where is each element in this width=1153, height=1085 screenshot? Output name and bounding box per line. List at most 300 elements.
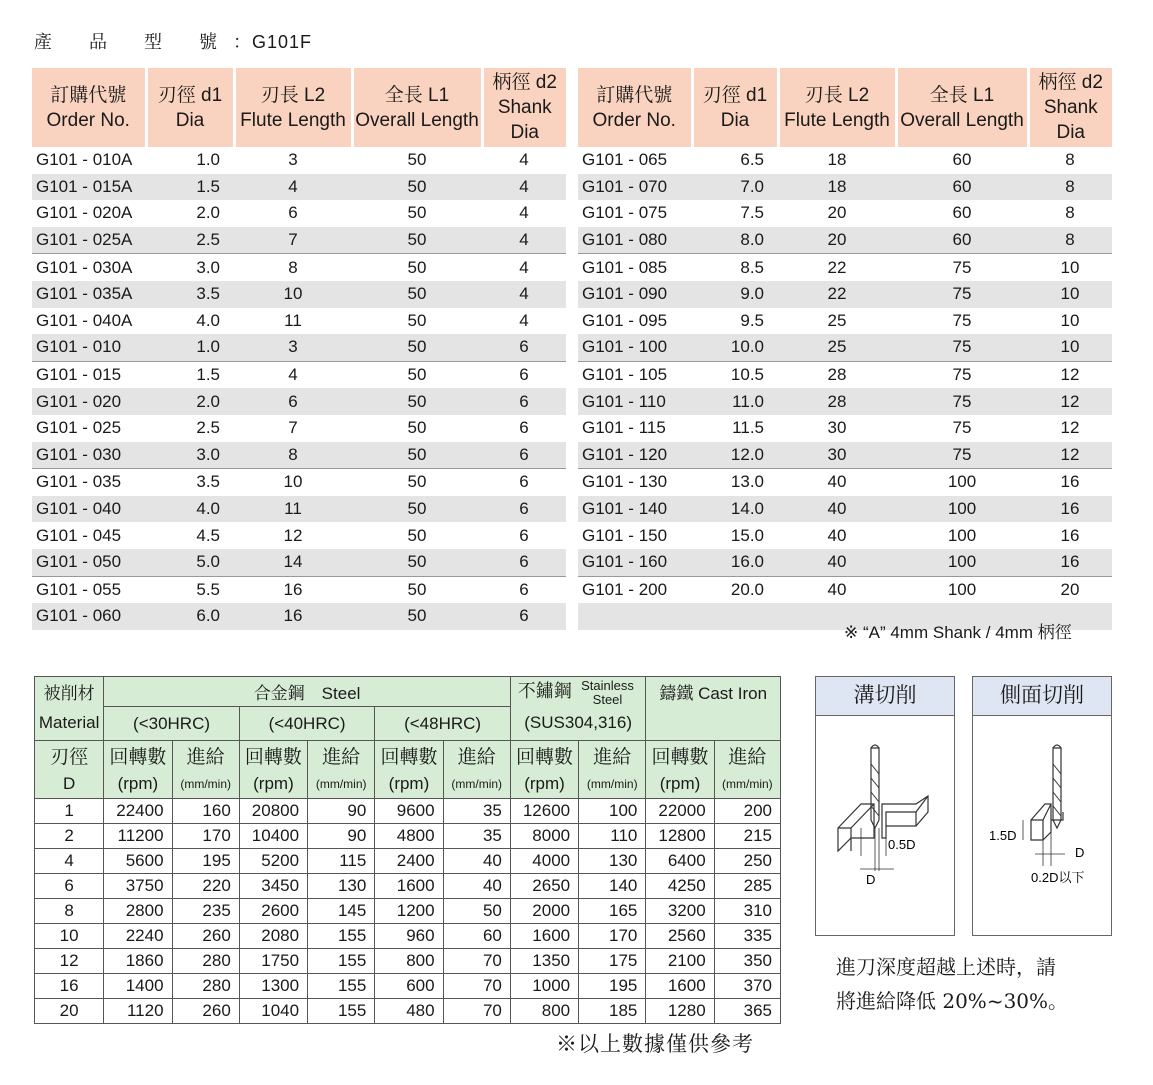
spec-cell: G101 - 030 <box>32 442 146 469</box>
shank-note: ※ “A” 4mm Shank / 4mm 柄徑 <box>844 623 1072 642</box>
cutting-cell: 2100 <box>646 949 714 974</box>
spec-cell: 6.0 <box>146 603 234 630</box>
spec-cell: 16 <box>1028 496 1112 523</box>
spec-cell: 100 <box>896 496 1028 523</box>
cutting-cell: 70 <box>443 999 510 1024</box>
spec-cell: 4 <box>519 150 529 170</box>
spec-cell: G101 - 015A <box>32 174 146 201</box>
cutting-cell: 4 <box>35 849 104 874</box>
feed-unit-header: (mm/min) <box>714 771 780 799</box>
side-cutting-diagram <box>972 676 1112 936</box>
spec-cell: 6 <box>482 361 566 388</box>
spec-cell: 10 <box>234 469 352 496</box>
spec-header-en: Dia <box>720 109 750 131</box>
spec-row <box>32 469 566 496</box>
steel-header: 合金鋼 Steel <box>104 677 511 707</box>
rpm-zh-header: 回轉數 <box>375 741 443 771</box>
cutting-cell: 1120 <box>104 999 172 1024</box>
spec-cell: G101 - 160 <box>578 549 692 576</box>
spec-cell: 6 <box>482 334 566 361</box>
cutting-cell: 260 <box>172 999 239 1024</box>
slot-depth-label: 0.5D <box>888 837 916 852</box>
cutting-cell: 2240 <box>104 924 172 949</box>
spec-cell: G101 - 055 <box>32 576 146 603</box>
spec-cell: 3.0 <box>146 442 234 469</box>
spec-cell: 2.5 <box>196 418 220 438</box>
spec-cell: 28 <box>778 388 896 415</box>
spec-cell: 4.0 <box>146 496 234 523</box>
feed-advice <box>836 950 1068 1018</box>
cutting-cell: 90 <box>308 799 375 824</box>
spec-cell: 1.0 <box>196 150 220 170</box>
cutting-cell: 600 <box>375 974 443 999</box>
spec-header-en: Overall Length <box>900 109 1024 131</box>
spec-header-3 <box>896 68 1028 147</box>
dia-zh: 刃徑 <box>35 741 104 771</box>
rpm-unit-header: (rpm) <box>646 771 714 799</box>
cutting-cell: 1200 <box>375 899 443 924</box>
cutting-cell: 100 <box>579 799 646 824</box>
spec-cell: 5.5 <box>146 576 234 603</box>
spec-cell: 50 <box>352 603 482 630</box>
spec-row <box>578 388 1112 415</box>
spec-cell: 1.5 <box>146 361 234 388</box>
spec-header-2 <box>778 68 896 147</box>
spec-row <box>32 415 566 442</box>
spec-header-row <box>32 68 566 147</box>
spec-cell: 12 <box>1028 388 1112 415</box>
spec-cell: 60 <box>952 150 972 170</box>
cutting-cell: 10400 <box>239 824 307 849</box>
spec-cell: 12 <box>1028 361 1112 388</box>
spec-cell <box>692 603 778 630</box>
spec-cell: 16.0 <box>692 549 778 576</box>
side-cutting-drawing <box>973 716 1111 935</box>
spec-cell: 25 <box>827 310 847 330</box>
spec-cell: 6 <box>288 203 298 223</box>
rpm-unit-header: (rpm) <box>375 771 443 799</box>
cutting-cell: 175 <box>579 949 646 974</box>
spec-header-4 <box>482 68 566 147</box>
cutting-cell: 155 <box>308 974 375 999</box>
spec-cell: 14.0 <box>692 496 778 523</box>
spec-cell: 16 <box>1028 549 1112 576</box>
spec-cell: 12 <box>1028 442 1112 469</box>
spec-row <box>578 361 1112 388</box>
spec-cell: G101 - 090 <box>578 281 692 308</box>
spec-table-left <box>32 68 566 630</box>
spec-row <box>32 174 566 201</box>
spec-header-zh: 刃長 L2 <box>804 84 870 106</box>
hrc-40: (<40HRC) <box>239 707 375 741</box>
spec-cell: 5.0 <box>146 549 234 576</box>
spec-cell: G101 - 120 <box>578 442 692 469</box>
feed-unit-header: (mm/min) <box>443 771 510 799</box>
spec-cell: 50 <box>352 334 482 361</box>
cutting-cell: 50 <box>443 899 510 924</box>
spec-cell: G101 - 095 <box>582 310 668 330</box>
spec-cell: 8.0 <box>692 227 778 254</box>
spec-cell: G101 - 140 <box>578 496 692 523</box>
spec-row <box>578 415 1112 442</box>
spec-cell: G101 - 040 <box>32 496 146 523</box>
cutting-cell: 9600 <box>375 799 443 824</box>
spec-cell: 6 <box>482 388 566 415</box>
cutting-cell: 2 <box>35 824 104 849</box>
spec-cell: 20 <box>827 203 847 223</box>
cutting-cell: 160 <box>172 799 239 824</box>
spec-cell: 9.5 <box>740 310 764 330</box>
spec-cell: 28 <box>778 361 896 388</box>
spec-cell: 4 <box>519 310 529 330</box>
spec-cell: 7 <box>234 227 352 254</box>
spec-row <box>32 308 566 335</box>
spec-cell: 7 <box>288 418 298 438</box>
spec-cell: 2.0 <box>146 388 234 415</box>
cutting-cell: 140 <box>579 874 646 899</box>
cutting-cell: 1600 <box>510 924 578 949</box>
spec-cell: G101 - 065 <box>582 150 668 170</box>
spec-cell: 7.5 <box>740 203 764 223</box>
cast-iron-header: 鑄鐵 Cast Iron <box>646 677 781 707</box>
cutting-cell: 155 <box>308 924 375 949</box>
cutting-cell: 1040 <box>239 999 307 1024</box>
spec-cell: 30 <box>778 442 896 469</box>
spec-cell: 4.0 <box>196 310 220 330</box>
cutting-cell: 8000 <box>510 824 578 849</box>
spec-header-4 <box>1028 68 1112 147</box>
cutting-cell: 2080 <box>239 924 307 949</box>
spec-cell: 8 <box>1065 203 1075 223</box>
feed-zh-header: 進給 <box>714 741 780 771</box>
spec-cell: 4 <box>482 254 566 281</box>
spec-cell: 40 <box>778 576 896 603</box>
spec-header-zh: 全長 L1 <box>929 84 995 106</box>
cutting-cell: 12600 <box>510 799 578 824</box>
cutting-cell: 10 <box>35 924 104 949</box>
spec-cell: 6 <box>482 469 566 496</box>
spec-cell: 50 <box>352 174 482 201</box>
spec-cell: 4 <box>482 174 566 201</box>
spec-cell: G101 - 115 <box>582 418 666 438</box>
cutting-cell: 20 <box>35 999 104 1024</box>
feed-advice-line-2: 將進給降低 20%~30%。 <box>836 989 1069 1013</box>
spec-header-zh: 柄徑 d2 <box>1038 72 1103 93</box>
spec-header-2 <box>234 68 352 147</box>
spec-row <box>32 603 566 630</box>
spec-cell: 4 <box>482 281 566 308</box>
spec-cell: 20 <box>778 227 896 254</box>
spec-row <box>578 334 1112 361</box>
spec-cell: 50 <box>352 576 482 603</box>
cutting-cell: 215 <box>714 824 780 849</box>
cutting-cell: 2400 <box>375 849 443 874</box>
cutting-cell: 115 <box>308 849 375 874</box>
cutting-row <box>35 899 781 924</box>
cutting-cell: 2650 <box>510 874 578 899</box>
cutting-row <box>35 924 781 949</box>
spec-cell: 50 <box>352 469 482 496</box>
cutting-row <box>35 824 781 849</box>
reference-note: ※以上數據僅供參考 <box>556 1032 754 1056</box>
spec-cell: 4 <box>519 203 529 223</box>
product-model-title <box>34 28 312 54</box>
spec-header-zh: 柄徑 d2 <box>492 72 557 93</box>
cutting-cell: 90 <box>308 824 375 849</box>
cutting-cell: 1600 <box>375 874 443 899</box>
cutting-cell: 11200 <box>104 824 172 849</box>
cutting-cell: 1280 <box>646 999 714 1024</box>
slot-cutting-drawing <box>816 716 954 935</box>
spec-cell: G101 - 015 <box>32 361 146 388</box>
spec-cell: 40 <box>778 469 896 496</box>
spec-cell: 8 <box>234 442 352 469</box>
spec-cell: G101 - 070 <box>578 174 692 201</box>
spec-cell: 50 <box>352 227 482 254</box>
spec-row <box>578 174 1112 201</box>
spec-cell <box>578 603 692 630</box>
spec-header-3 <box>352 68 482 147</box>
spec-cell: 6 <box>482 603 566 630</box>
spec-cell: 50 <box>352 442 482 469</box>
slot-cutting-diagram <box>815 676 955 936</box>
spec-cell: G101 - 110 <box>578 388 692 415</box>
hrc-48: (<48HRC) <box>375 707 511 741</box>
spec-cell: 16 <box>234 576 352 603</box>
spec-cell: 22 <box>778 281 896 308</box>
spec-cell: 9.0 <box>692 281 778 308</box>
cutting-row <box>35 874 781 899</box>
spec-cell: 3 <box>288 150 298 170</box>
cutting-cell: 170 <box>172 824 239 849</box>
spec-row <box>578 469 1112 496</box>
rpm-unit-header: (rpm) <box>239 771 307 799</box>
spec-cell: 8 <box>1028 227 1112 254</box>
cutting-cell: 1000 <box>510 974 578 999</box>
spec-row <box>578 308 1112 335</box>
cutting-cell: 110 <box>579 824 646 849</box>
cutting-cell: 365 <box>714 999 780 1024</box>
spec-cell: 75 <box>896 281 1028 308</box>
spec-cell: 4.5 <box>196 525 220 545</box>
spec-cell: G101 - 040A <box>36 310 133 330</box>
material-en: Material <box>35 707 104 741</box>
spec-cell: 50 <box>407 418 427 438</box>
spec-cell: 16 <box>234 603 352 630</box>
stainless-header <box>510 677 646 707</box>
spec-cell: G101 - 020 <box>32 388 146 415</box>
spec-cell: 1.5 <box>146 174 234 201</box>
cutting-cell: 6400 <box>646 849 714 874</box>
spec-cell: 75 <box>896 388 1028 415</box>
spec-row <box>32 361 566 388</box>
spec-cell: 4 <box>234 174 352 201</box>
cutting-cell: 260 <box>172 924 239 949</box>
feed-unit-header: (mm/min) <box>308 771 375 799</box>
cutting-cell: 12 <box>35 949 104 974</box>
spec-row <box>578 549 1112 576</box>
cutting-row <box>35 999 781 1024</box>
spec-cell: 16 <box>1060 525 1080 545</box>
cutting-row <box>35 799 781 824</box>
cutting-cell: 280 <box>172 974 239 999</box>
cutting-cell: 4000 <box>510 849 578 874</box>
spec-row <box>578 254 1112 281</box>
spec-row <box>578 496 1112 523</box>
cutting-cell: 20800 <box>239 799 307 824</box>
spec-cell: 6.5 <box>740 150 764 170</box>
spec-header-en: Flute Length <box>240 109 346 131</box>
spec-cell: 50 <box>407 525 427 545</box>
rpm-zh-header: 回轉數 <box>510 741 578 771</box>
spec-row <box>578 576 1112 603</box>
feed-zh-header: 進給 <box>579 741 646 771</box>
spec-header-en: Dia <box>175 109 205 131</box>
spec-cell: G101 - 080 <box>578 227 692 254</box>
feed-zh-header: 進給 <box>443 741 510 771</box>
spec-row <box>32 254 566 281</box>
spec-cell: 2.0 <box>196 203 220 223</box>
spec-cell: 100 <box>896 469 1028 496</box>
spec-cell: 3 <box>234 334 352 361</box>
spec-cell: 6 <box>519 418 529 438</box>
spec-cell: 50 <box>352 254 482 281</box>
rpm-zh-header: 回轉數 <box>646 741 714 771</box>
spec-header-en: Order No. <box>46 109 130 131</box>
spec-cell: G101 - 100 <box>578 334 692 361</box>
spec-cell: 6 <box>234 388 352 415</box>
spec-cell: 10 <box>1028 281 1112 308</box>
feed-advice-line-1: 進刀深度超越上述時，請 <box>836 955 1056 979</box>
cutting-cell: 3750 <box>104 874 172 899</box>
cutting-cell: 3450 <box>239 874 307 899</box>
cutting-cell: 40 <box>443 849 510 874</box>
cutting-cell: 35 <box>443 799 510 824</box>
cutting-cell: 145 <box>308 899 375 924</box>
slot-dia-label: D <box>866 872 876 887</box>
cutting-cell: 16 <box>35 974 104 999</box>
spec-header-en: Shank Dia <box>497 97 552 143</box>
feed-zh-header: 進給 <box>308 741 375 771</box>
spec-cell: 11.5 <box>732 418 764 438</box>
spec-cell: 50 <box>407 203 427 223</box>
rpm-unit-header: (rpm) <box>104 771 172 799</box>
spec-cell: 10 <box>234 281 352 308</box>
spec-cell: 18 <box>827 150 847 170</box>
spec-cell: G101 - 035A <box>32 281 146 308</box>
product-model-label: 產 品 型 號 <box>34 32 234 52</box>
spec-row <box>32 576 566 603</box>
spec-cell: 40 <box>827 525 847 545</box>
cutting-cell: 155 <box>308 949 375 974</box>
spec-cell: G101 - 010 <box>32 334 146 361</box>
spec-cell: G101 - 020A <box>36 203 133 223</box>
spec-cell: G101 - 030A <box>32 254 146 281</box>
spec-cell: 14 <box>234 549 352 576</box>
spec-cell: 3.0 <box>146 254 234 281</box>
spec-cell: G101 - 060 <box>32 603 146 630</box>
spec-cell: 2.5 <box>146 227 234 254</box>
spec-cell: 50 <box>407 150 427 170</box>
spec-header-row <box>578 68 1112 147</box>
spec-cell: 4 <box>482 227 566 254</box>
spec-cell: 50 <box>352 281 482 308</box>
spec-cell: G101 - 025A <box>32 227 146 254</box>
spec-header-1 <box>146 68 234 147</box>
spec-row <box>578 442 1112 469</box>
spec-cell: 75 <box>896 254 1028 281</box>
spec-cell: 6 <box>519 525 529 545</box>
spec-cell: 75 <box>896 361 1028 388</box>
cutting-cell: 1 <box>35 799 104 824</box>
dia-en: D <box>35 771 104 799</box>
spec-row <box>32 334 566 361</box>
spec-cell: 60 <box>952 203 972 223</box>
spec-cell: 10 <box>1028 334 1112 361</box>
cutting-cell: 70 <box>443 949 510 974</box>
spec-row <box>32 147 566 174</box>
cutting-cell: 1300 <box>239 974 307 999</box>
spec-cell: G101 - 130 <box>578 469 692 496</box>
spec-row <box>32 549 566 576</box>
cutting-cell: 1400 <box>104 974 172 999</box>
spec-cell: 30 <box>827 418 847 438</box>
spec-cell: 20 <box>1028 576 1112 603</box>
spec-cell: 60 <box>896 174 1028 201</box>
spec-cell: G101 - 050 <box>32 549 146 576</box>
spec-cell: G101 - 045 <box>36 525 122 545</box>
spec-cell: 7.0 <box>692 174 778 201</box>
spec-row <box>32 442 566 469</box>
cutting-cell: 235 <box>172 899 239 924</box>
spec-cell: G101 - 200 <box>578 576 692 603</box>
spec-row <box>578 281 1112 308</box>
cutting-cell: 130 <box>308 874 375 899</box>
side-depth-label: 1.5D <box>989 828 1017 843</box>
spec-cell: G101 - 150 <box>582 525 668 545</box>
cutting-cell: 1350 <box>510 949 578 974</box>
spec-header-zh: 訂購代號 <box>50 84 127 106</box>
spec-header-en: Order No. <box>592 109 676 131</box>
product-model-value: ：G101F <box>233 32 313 52</box>
material-zh: 被削材 <box>35 677 104 707</box>
cutting-cell: 185 <box>579 999 646 1024</box>
cutting-cell: 4250 <box>646 874 714 899</box>
spec-cell: 25 <box>778 334 896 361</box>
spec-cell: G101 - 075 <box>582 203 668 223</box>
cutting-cell: 2800 <box>104 899 172 924</box>
cutting-row <box>35 949 781 974</box>
spec-cell: 6 <box>482 496 566 523</box>
cutting-cell: 3200 <box>646 899 714 924</box>
spec-cell: 10.5 <box>692 361 778 388</box>
feed-zh-header: 進給 <box>172 741 239 771</box>
spec-header-zh: 全長 L1 <box>384 84 450 106</box>
spec-cell: 12.0 <box>692 442 778 469</box>
cutting-cell: 2000 <box>510 899 578 924</box>
hrc-30: (<30HRC) <box>104 707 240 741</box>
cutting-cell: 960 <box>375 924 443 949</box>
cast-iron-blank <box>646 707 781 741</box>
rpm-unit-header: (rpm) <box>510 771 578 799</box>
cutting-cell: 195 <box>579 974 646 999</box>
sus-header: (SUS304,316) <box>510 707 646 741</box>
spec-cell: 12 <box>1060 418 1080 438</box>
cutting-cell: 1750 <box>239 949 307 974</box>
cutting-cell: 1860 <box>104 949 172 974</box>
spec-cell: 8 <box>234 254 352 281</box>
spec-row <box>578 147 1112 174</box>
